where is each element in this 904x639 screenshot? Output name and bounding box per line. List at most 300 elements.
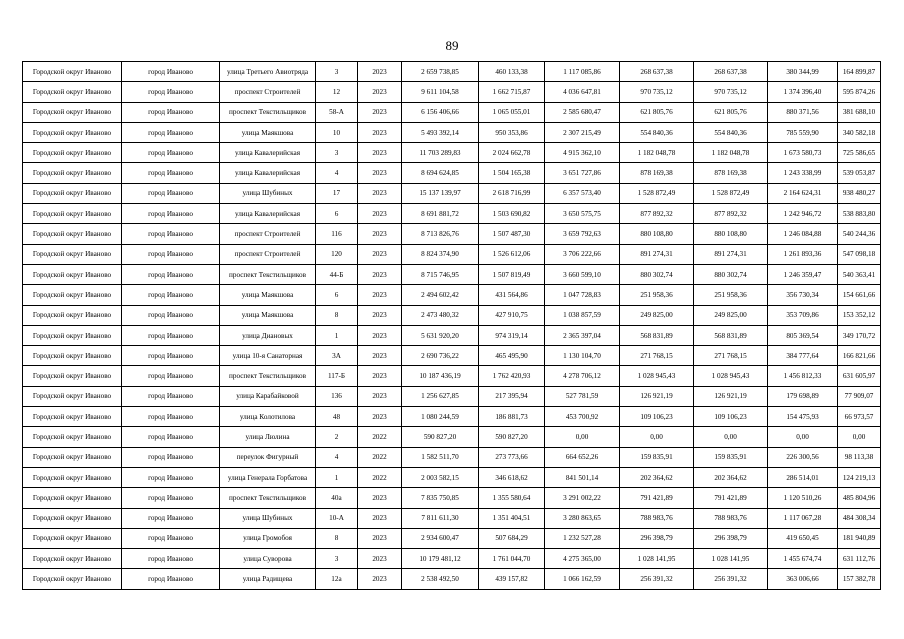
amount-cell-6: 124 219,13	[838, 467, 881, 487]
total-cost-cell: 2 659 738,85	[402, 62, 479, 82]
amount-cell-5: 384 777,64	[768, 346, 838, 366]
total-cost-cell: 8 715 746,95	[402, 264, 479, 284]
amount-cell-1: 1 503 690,82	[479, 204, 545, 224]
municipality-cell: Городской округ Иваново	[23, 528, 122, 548]
amount-cell-5: 1 117 067,28	[768, 508, 838, 528]
table-row	[23, 204, 881, 224]
amount-cell-4: 970 735,12	[694, 82, 768, 102]
amount-cell-4: 554 840,36	[694, 122, 768, 142]
total-cost-cell: 590 827,20	[402, 427, 479, 447]
amount-cell-4: 791 421,89	[694, 488, 768, 508]
amount-cell-2: 2 307 215,49	[545, 122, 620, 142]
amount-cell-6: 154 661,66	[838, 285, 881, 305]
municipality-cell: Городской округ Иваново	[23, 488, 122, 508]
house-number-cell: 3	[316, 62, 358, 82]
total-cost-cell: 8 691 881,72	[402, 204, 479, 224]
amount-cell-5: 226 300,56	[768, 447, 838, 467]
total-cost-cell: 8 824 374,90	[402, 244, 479, 264]
street-cell: проспект Строителей	[220, 224, 316, 244]
amount-cell-1: 590 827,20	[479, 427, 545, 447]
amount-cell-3: 554 840,36	[620, 122, 694, 142]
house-number-cell: 48	[316, 407, 358, 427]
municipality-cell: Городской округ Иваново	[23, 285, 122, 305]
total-cost-cell: 11 703 289,83	[402, 143, 479, 163]
amount-cell-6: 484 308,34	[838, 508, 881, 528]
amount-cell-6: 540 363,41	[838, 264, 881, 284]
amount-cell-6: 381 688,10	[838, 102, 881, 122]
amount-cell-5: 1 261 893,36	[768, 244, 838, 264]
amount-cell-6: 539 053,87	[838, 163, 881, 183]
amount-cell-3: 880 108,80	[620, 224, 694, 244]
amount-cell-6: 538 883,80	[838, 204, 881, 224]
municipality-cell: Городской округ Иваново	[23, 467, 122, 487]
amount-cell-4: 878 169,38	[694, 163, 768, 183]
house-number-cell: 12а	[316, 569, 358, 589]
street-cell: улица Колотилова	[220, 407, 316, 427]
amount-cell-3: 0,00	[620, 427, 694, 447]
year-cell: 2023	[358, 285, 402, 305]
amount-cell-4: 1 528 872,49	[694, 183, 768, 203]
street-cell: улица Шубиных	[220, 508, 316, 528]
amount-cell-3: 296 398,79	[620, 528, 694, 548]
amount-cell-1: 431 564,86	[479, 285, 545, 305]
street-cell: улица Диановых	[220, 325, 316, 345]
house-number-cell: 1	[316, 325, 358, 345]
year-cell: 2023	[358, 62, 402, 82]
amount-cell-5: 1 455 674,74	[768, 549, 838, 569]
total-cost-cell: 8 713 826,76	[402, 224, 479, 244]
year-cell: 2023	[358, 549, 402, 569]
house-number-cell: 12	[316, 82, 358, 102]
amount-cell-2: 1 066 162,59	[545, 569, 620, 589]
house-number-cell: 10-А	[316, 508, 358, 528]
amount-cell-3: 791 421,89	[620, 488, 694, 508]
settlement-cell: город Иваново	[122, 224, 220, 244]
settlement-cell: город Иваново	[122, 508, 220, 528]
amount-cell-1: 2 618 716,99	[479, 183, 545, 203]
amount-cell-1: 273 773,66	[479, 447, 545, 467]
table-row	[23, 366, 881, 386]
street-cell: улица Генерала Горбатова	[220, 467, 316, 487]
amount-cell-3: 878 169,38	[620, 163, 694, 183]
municipality-cell: Городской округ Иваново	[23, 407, 122, 427]
amount-cell-6: 540 244,36	[838, 224, 881, 244]
street-cell: улица Громобоя	[220, 528, 316, 548]
amount-cell-6: 66 973,57	[838, 407, 881, 427]
settlement-cell: город Иваново	[122, 305, 220, 325]
amount-cell-1: 460 133,38	[479, 62, 545, 82]
settlement-cell: город Иваново	[122, 366, 220, 386]
amount-cell-2: 841 501,14	[545, 467, 620, 487]
amount-cell-3: 568 831,89	[620, 325, 694, 345]
amount-cell-5: 353 709,86	[768, 305, 838, 325]
street-cell: улица Суворова	[220, 549, 316, 569]
house-number-cell: 2	[316, 427, 358, 447]
amount-cell-5: 785 559,90	[768, 122, 838, 142]
amount-cell-3: 1 528 872,49	[620, 183, 694, 203]
amount-cell-6: 938 480,27	[838, 183, 881, 203]
table-row	[23, 244, 881, 264]
settlement-cell: город Иваново	[122, 407, 220, 427]
amount-cell-5: 356 730,34	[768, 285, 838, 305]
house-number-cell: 8	[316, 528, 358, 548]
amount-cell-2: 3 650 575,75	[545, 204, 620, 224]
table-row	[23, 427, 881, 447]
house-number-cell: 116	[316, 224, 358, 244]
street-cell: улица Третьего Авиотряда	[220, 62, 316, 82]
amount-cell-2: 2 365 397,04	[545, 325, 620, 345]
street-cell: проспект Текстильщиков	[220, 488, 316, 508]
house-number-cell: 10	[316, 122, 358, 142]
year-cell: 2023	[358, 488, 402, 508]
amount-cell-3: 126 921,19	[620, 386, 694, 406]
amount-cell-1: 1 526 612,06	[479, 244, 545, 264]
total-cost-cell: 2 538 492,50	[402, 569, 479, 589]
amount-cell-5: 363 006,66	[768, 569, 838, 589]
amount-cell-4: 126 921,19	[694, 386, 768, 406]
amount-cell-3: 621 805,76	[620, 102, 694, 122]
amount-cell-2: 4 036 647,81	[545, 82, 620, 102]
amount-cell-3: 1 028 945,43	[620, 366, 694, 386]
table-row	[23, 102, 881, 122]
amount-cell-1: 1 762 420,93	[479, 366, 545, 386]
table-row	[23, 285, 881, 305]
house-number-cell: 3	[316, 143, 358, 163]
amount-cell-1: 950 353,86	[479, 122, 545, 142]
amount-cell-1: 217 395,94	[479, 386, 545, 406]
amount-cell-5: 0,00	[768, 427, 838, 447]
amount-cell-6: 349 170,72	[838, 325, 881, 345]
amount-cell-6: 547 098,18	[838, 244, 881, 264]
total-cost-cell: 2 934 600,47	[402, 528, 479, 548]
street-cell: улица Маякшова	[220, 122, 316, 142]
street-cell: улица Люлина	[220, 427, 316, 447]
street-cell: улица Маякшова	[220, 285, 316, 305]
municipality-cell: Городской округ Иваново	[23, 264, 122, 284]
amount-cell-1: 1 065 055,01	[479, 102, 545, 122]
municipality-cell: Городской округ Иваново	[23, 325, 122, 345]
amount-cell-3: 1 028 141,95	[620, 549, 694, 569]
total-cost-cell: 7 811 611,30	[402, 508, 479, 528]
table-row	[23, 82, 881, 102]
municipality-cell: Городской округ Иваново	[23, 447, 122, 467]
amount-cell-6: 153 352,12	[838, 305, 881, 325]
table-row	[23, 508, 881, 528]
municipality-cell: Городской округ Иваново	[23, 183, 122, 203]
settlement-cell: город Иваново	[122, 102, 220, 122]
street-cell: проспект Текстильщиков	[220, 264, 316, 284]
data-table	[22, 61, 881, 590]
amount-cell-4: 109 106,23	[694, 407, 768, 427]
municipality-cell: Городской округ Иваново	[23, 62, 122, 82]
table-row	[23, 264, 881, 284]
amount-cell-6: 0,00	[838, 427, 881, 447]
amount-cell-2: 1 047 728,83	[545, 285, 620, 305]
amount-cell-2: 0,00	[545, 427, 620, 447]
amount-cell-5: 880 371,56	[768, 102, 838, 122]
amount-cell-5: 419 650,45	[768, 528, 838, 548]
amount-cell-3: 249 825,00	[620, 305, 694, 325]
year-cell: 2023	[358, 508, 402, 528]
amount-cell-4: 877 892,32	[694, 204, 768, 224]
street-cell: улица Кавалерийская	[220, 143, 316, 163]
settlement-cell: город Иваново	[122, 163, 220, 183]
amount-cell-5: 286 514,01	[768, 467, 838, 487]
settlement-cell: город Иваново	[122, 244, 220, 264]
amount-cell-2: 1 117 085,86	[545, 62, 620, 82]
year-cell: 2023	[358, 305, 402, 325]
total-cost-cell: 5 493 392,14	[402, 122, 479, 142]
municipality-cell: Городской округ Иваново	[23, 102, 122, 122]
table-row	[23, 528, 881, 548]
house-number-cell: 3А	[316, 346, 358, 366]
amount-cell-4: 271 768,15	[694, 346, 768, 366]
amount-cell-5: 179 698,89	[768, 386, 838, 406]
amount-cell-6: 164 899,87	[838, 62, 881, 82]
amount-cell-6: 725 586,65	[838, 143, 881, 163]
amount-cell-4: 296 398,79	[694, 528, 768, 548]
amount-cell-3: 251 958,36	[620, 285, 694, 305]
year-cell: 2023	[358, 183, 402, 203]
total-cost-cell: 1 582 511,70	[402, 447, 479, 467]
amount-cell-4: 0,00	[694, 427, 768, 447]
amount-cell-5: 1 246 084,88	[768, 224, 838, 244]
table-row	[23, 224, 881, 244]
municipality-cell: Городской округ Иваново	[23, 569, 122, 589]
amount-cell-1: 1 507 487,30	[479, 224, 545, 244]
settlement-cell: город Иваново	[122, 183, 220, 203]
total-cost-cell: 10 187 436,19	[402, 366, 479, 386]
amount-cell-3: 788 983,76	[620, 508, 694, 528]
street-cell: улица Маякшова	[220, 305, 316, 325]
house-number-cell: 6	[316, 285, 358, 305]
year-cell: 2023	[358, 325, 402, 345]
house-number-cell: 44-Б	[316, 264, 358, 284]
street-cell: проспект Текстильщиков	[220, 102, 316, 122]
year-cell: 2023	[358, 366, 402, 386]
amount-cell-3: 268 637,38	[620, 62, 694, 82]
municipality-cell: Городской округ Иваново	[23, 82, 122, 102]
house-number-cell: 120	[316, 244, 358, 264]
house-number-cell: 6	[316, 204, 358, 224]
municipality-cell: Городской округ Иваново	[23, 508, 122, 528]
settlement-cell: город Иваново	[122, 447, 220, 467]
amount-cell-2: 4 915 362,10	[545, 143, 620, 163]
amount-cell-2: 3 659 792,63	[545, 224, 620, 244]
table-row	[23, 386, 881, 406]
amount-cell-2: 4 278 706,12	[545, 366, 620, 386]
street-cell: проспект Текстильщиков	[220, 366, 316, 386]
amount-cell-4: 268 637,38	[694, 62, 768, 82]
year-cell: 2023	[358, 82, 402, 102]
total-cost-cell: 1 256 627,85	[402, 386, 479, 406]
house-number-cell: 1	[316, 467, 358, 487]
amount-cell-1: 974 319,14	[479, 325, 545, 345]
amount-cell-5: 1 374 396,40	[768, 82, 838, 102]
year-cell: 2023	[358, 569, 402, 589]
amount-cell-4: 249 825,00	[694, 305, 768, 325]
amount-cell-6: 485 804,96	[838, 488, 881, 508]
amount-cell-5: 154 475,93	[768, 407, 838, 427]
municipality-cell: Городской округ Иваново	[23, 204, 122, 224]
amount-cell-6: 631 112,76	[838, 549, 881, 569]
settlement-cell: город Иваново	[122, 569, 220, 589]
total-cost-cell: 7 835 750,85	[402, 488, 479, 508]
settlement-cell: город Иваново	[122, 346, 220, 366]
table-row	[23, 549, 881, 569]
municipality-cell: Городской округ Иваново	[23, 386, 122, 406]
municipality-cell: Городской округ Иваново	[23, 143, 122, 163]
amount-cell-2: 3 291 002,22	[545, 488, 620, 508]
settlement-cell: город Иваново	[122, 386, 220, 406]
amount-cell-4: 202 364,62	[694, 467, 768, 487]
amount-cell-5: 1 242 946,72	[768, 204, 838, 224]
amount-cell-3: 877 892,32	[620, 204, 694, 224]
year-cell: 2023	[358, 224, 402, 244]
total-cost-cell: 9 611 104,58	[402, 82, 479, 102]
amount-cell-4: 621 805,76	[694, 102, 768, 122]
amount-cell-1: 346 618,62	[479, 467, 545, 487]
house-number-cell: 17	[316, 183, 358, 203]
amount-cell-2: 2 585 680,47	[545, 102, 620, 122]
table-row	[23, 447, 881, 467]
house-number-cell: 117-Б	[316, 366, 358, 386]
table-row	[23, 143, 881, 163]
amount-cell-5: 1 243 338,99	[768, 163, 838, 183]
amount-cell-4: 251 958,36	[694, 285, 768, 305]
year-cell: 2022	[358, 467, 402, 487]
amount-cell-4: 880 302,74	[694, 264, 768, 284]
settlement-cell: город Иваново	[122, 204, 220, 224]
settlement-cell: город Иваново	[122, 488, 220, 508]
table-row	[23, 163, 881, 183]
amount-cell-1: 1 355 580,64	[479, 488, 545, 508]
amount-cell-3: 271 768,15	[620, 346, 694, 366]
settlement-cell: город Иваново	[122, 427, 220, 447]
total-cost-cell: 6 156 406,66	[402, 102, 479, 122]
amount-cell-4: 1 028 141,95	[694, 549, 768, 569]
table-row	[23, 346, 881, 366]
amount-cell-2: 453 700,92	[545, 407, 620, 427]
settlement-cell: город Иваново	[122, 82, 220, 102]
table-row	[23, 122, 881, 142]
total-cost-cell: 2 690 736,22	[402, 346, 479, 366]
amount-cell-1: 427 910,75	[479, 305, 545, 325]
amount-cell-2: 1 232 527,28	[545, 528, 620, 548]
total-cost-cell: 2 494 602,42	[402, 285, 479, 305]
year-cell: 2023	[358, 204, 402, 224]
street-cell: улица Шубиных	[220, 183, 316, 203]
amount-cell-2: 3 706 222,66	[545, 244, 620, 264]
municipality-cell: Городской округ Иваново	[23, 244, 122, 264]
settlement-cell: город Иваново	[122, 325, 220, 345]
table-row	[23, 62, 881, 82]
table-row	[23, 467, 881, 487]
amount-cell-1: 1 504 165,38	[479, 163, 545, 183]
amount-cell-6: 181 940,89	[838, 528, 881, 548]
municipality-cell: Городской округ Иваново	[23, 305, 122, 325]
amount-cell-6: 98 113,38	[838, 447, 881, 467]
street-cell: улица Радищева	[220, 569, 316, 589]
house-number-cell: 4	[316, 163, 358, 183]
amount-cell-2: 4 275 365,00	[545, 549, 620, 569]
municipality-cell: Городской округ Иваново	[23, 224, 122, 244]
amount-cell-4: 891 274,31	[694, 244, 768, 264]
amount-cell-3: 1 182 048,78	[620, 143, 694, 163]
settlement-cell: город Иваново	[122, 528, 220, 548]
amount-cell-1: 507 684,29	[479, 528, 545, 548]
amount-cell-3: 880 302,74	[620, 264, 694, 284]
house-number-cell: 136	[316, 386, 358, 406]
year-cell: 2023	[358, 143, 402, 163]
amount-cell-4: 1 028 945,43	[694, 366, 768, 386]
year-cell: 2023	[358, 244, 402, 264]
amount-cell-1: 2 024 662,78	[479, 143, 545, 163]
amount-cell-5: 2 164 624,31	[768, 183, 838, 203]
amount-cell-4: 880 108,80	[694, 224, 768, 244]
municipality-cell: Городской округ Иваново	[23, 427, 122, 447]
amount-cell-4: 1 182 048,78	[694, 143, 768, 163]
street-cell: проспект Строителей	[220, 82, 316, 102]
page-number: 89	[445, 38, 459, 53]
amount-cell-4: 788 983,76	[694, 508, 768, 528]
municipality-cell: Городской округ Иваново	[23, 549, 122, 569]
amount-cell-1: 439 157,82	[479, 569, 545, 589]
street-cell: улица Кавалерийская	[220, 204, 316, 224]
house-number-cell: 58-А	[316, 102, 358, 122]
amount-cell-5: 805 369,54	[768, 325, 838, 345]
amount-cell-2: 1 038 857,59	[545, 305, 620, 325]
amount-cell-1: 1 761 044,70	[479, 549, 545, 569]
year-cell: 2023	[358, 407, 402, 427]
amount-cell-2: 664 652,26	[545, 447, 620, 467]
house-number-cell: 8	[316, 305, 358, 325]
amount-cell-3: 159 835,91	[620, 447, 694, 467]
house-number-cell: 40а	[316, 488, 358, 508]
year-cell: 2023	[358, 122, 402, 142]
amount-cell-1: 1 351 404,51	[479, 508, 545, 528]
amount-cell-6: 595 874,26	[838, 82, 881, 102]
settlement-cell: город Иваново	[122, 285, 220, 305]
year-cell: 2022	[358, 427, 402, 447]
table-row	[23, 325, 881, 345]
street-cell: улица Карабайковой	[220, 386, 316, 406]
year-cell: 2023	[358, 528, 402, 548]
total-cost-cell: 2 473 480,32	[402, 305, 479, 325]
total-cost-cell: 10 179 481,12	[402, 549, 479, 569]
table-row	[23, 305, 881, 325]
year-cell: 2022	[358, 447, 402, 467]
total-cost-cell: 2 003 582,15	[402, 467, 479, 487]
total-cost-cell: 15 137 139,97	[402, 183, 479, 203]
amount-cell-1: 465 495,90	[479, 346, 545, 366]
amount-cell-5: 1 673 580,73	[768, 143, 838, 163]
year-cell: 2023	[358, 102, 402, 122]
settlement-cell: город Иваново	[122, 549, 220, 569]
year-cell: 2023	[358, 386, 402, 406]
total-cost-cell: 1 080 244,59	[402, 407, 479, 427]
settlement-cell: город Иваново	[122, 62, 220, 82]
settlement-cell: город Иваново	[122, 143, 220, 163]
amount-cell-4: 256 391,32	[694, 569, 768, 589]
amount-cell-3: 202 364,62	[620, 467, 694, 487]
settlement-cell: город Иваново	[122, 264, 220, 284]
street-cell: проспект Строителей	[220, 244, 316, 264]
table-row	[23, 569, 881, 589]
table-row	[23, 488, 881, 508]
table-row	[23, 407, 881, 427]
amount-cell-2: 527 781,59	[545, 386, 620, 406]
